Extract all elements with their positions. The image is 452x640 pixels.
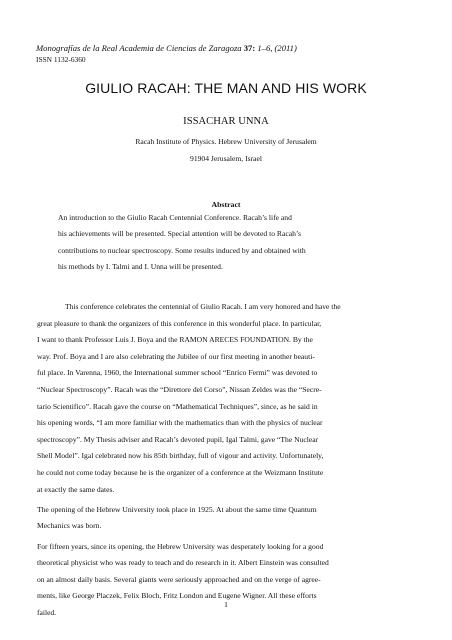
abstract-body	[58, 210, 396, 276]
body-line: Shell Model”. Igal celebrated now his 85th birthday, full of vigour and activity. Unfortunately,	[37, 451, 324, 461]
journal-name: Monografías de la Real Academia de Ciencias de Zaragoza	[36, 43, 242, 53]
journal-citation	[36, 43, 426, 54]
issn: ISSN 1132-6360	[36, 55, 86, 64]
body-line: spectroscopy”. My Thesis adviser and Racah’s devoted pupil, Igal Talmi, gave “The Nuclear	[37, 434, 319, 444]
body-line: tario Scientifico”. Racah gave the course on “Mathematical Techniques”, since, as he said in	[37, 401, 318, 411]
body-line: Mechanics was born.	[37, 521, 102, 531]
body-line: on an almost daily basis. Several giants were seriously approached and on the verge of agree-	[37, 574, 321, 584]
body-line: theoretical physicist who was ready to teach and do research in it. Albert Einstein was consulted	[37, 558, 329, 568]
author-affiliation: Racah Institute of Physics. Hebrew University of Jerusalem	[135, 137, 317, 146]
author-name: ISSACHAR UNNA	[183, 116, 269, 127]
body-text	[37, 299, 417, 625]
author-address: 91904 Jerusalem, Israel	[190, 154, 262, 163]
body-line: The opening of the Hebrew University took place in 1925. At about the same time Quantum	[37, 504, 317, 514]
abstract-line: his methods by I. Talmi and I. Unna will be presented.	[58, 262, 223, 272]
abstract-line: his achievements will be presented. Special attention will be devoted to Racah’s	[58, 229, 301, 239]
paper-title: GIULIO RACAH: THE MAN AND HIS WORK	[85, 80, 367, 96]
body-line: his opening words, “I am more familiar with the mathematics than with the physics of nuclear	[37, 418, 323, 428]
body-paragraph-1	[37, 299, 417, 498]
body-line: “Nuclear Spectroscopy”. Racah was the “Direttore del Corso”, Nissan Zeldes was the “Secre-	[37, 384, 322, 394]
body-line: ful place. In Varenna, 1960, the International summer school “Enrico Fermi” was devoted to	[37, 368, 318, 378]
body-line: way. Prof. Boya and I are also celebrating the Jubilee of our first meeting in another beauti-	[37, 351, 315, 361]
body-line: This conference celebrates the centennial of Giulio Racah. I am very honored and have the	[65, 302, 341, 311]
body-line: great pleasure to thank the organizers of this conference in this wonderful place. In particular,	[37, 318, 322, 328]
body-paragraph-2	[37, 502, 417, 535]
body-line: failed.	[37, 607, 57, 617]
journal-volume: 37:	[243, 43, 256, 53]
abstract-line: contributions to nuclear spectroscopy. Some results induced by and obtained with	[58, 245, 306, 255]
body-line: I want to thank Professor Luis J. Boya and the RAMON ARECES FOUNDATION. By the	[37, 335, 313, 345]
body-line: he could not come today because he is the organizer of a conference at the Weizmann Institute	[37, 467, 324, 477]
journal-pages-year: 1–6, (2011)	[255, 43, 297, 53]
body-line: ments, like George Placzek, Felix Bloch, Fritz London and Eugene Wigner. All these efforts	[37, 591, 317, 601]
page-number: 1	[224, 600, 228, 609]
body-line: For fifteen years, since its opening, the Hebrew University was desperately looking for a good	[37, 541, 324, 551]
body-line: at exactly the same dates.	[37, 484, 115, 494]
abstract-heading: Abstract	[211, 200, 241, 209]
abstract-line: An introduction to the Giulio Racah Centennial Conference. Racah’s life and	[58, 213, 292, 222]
